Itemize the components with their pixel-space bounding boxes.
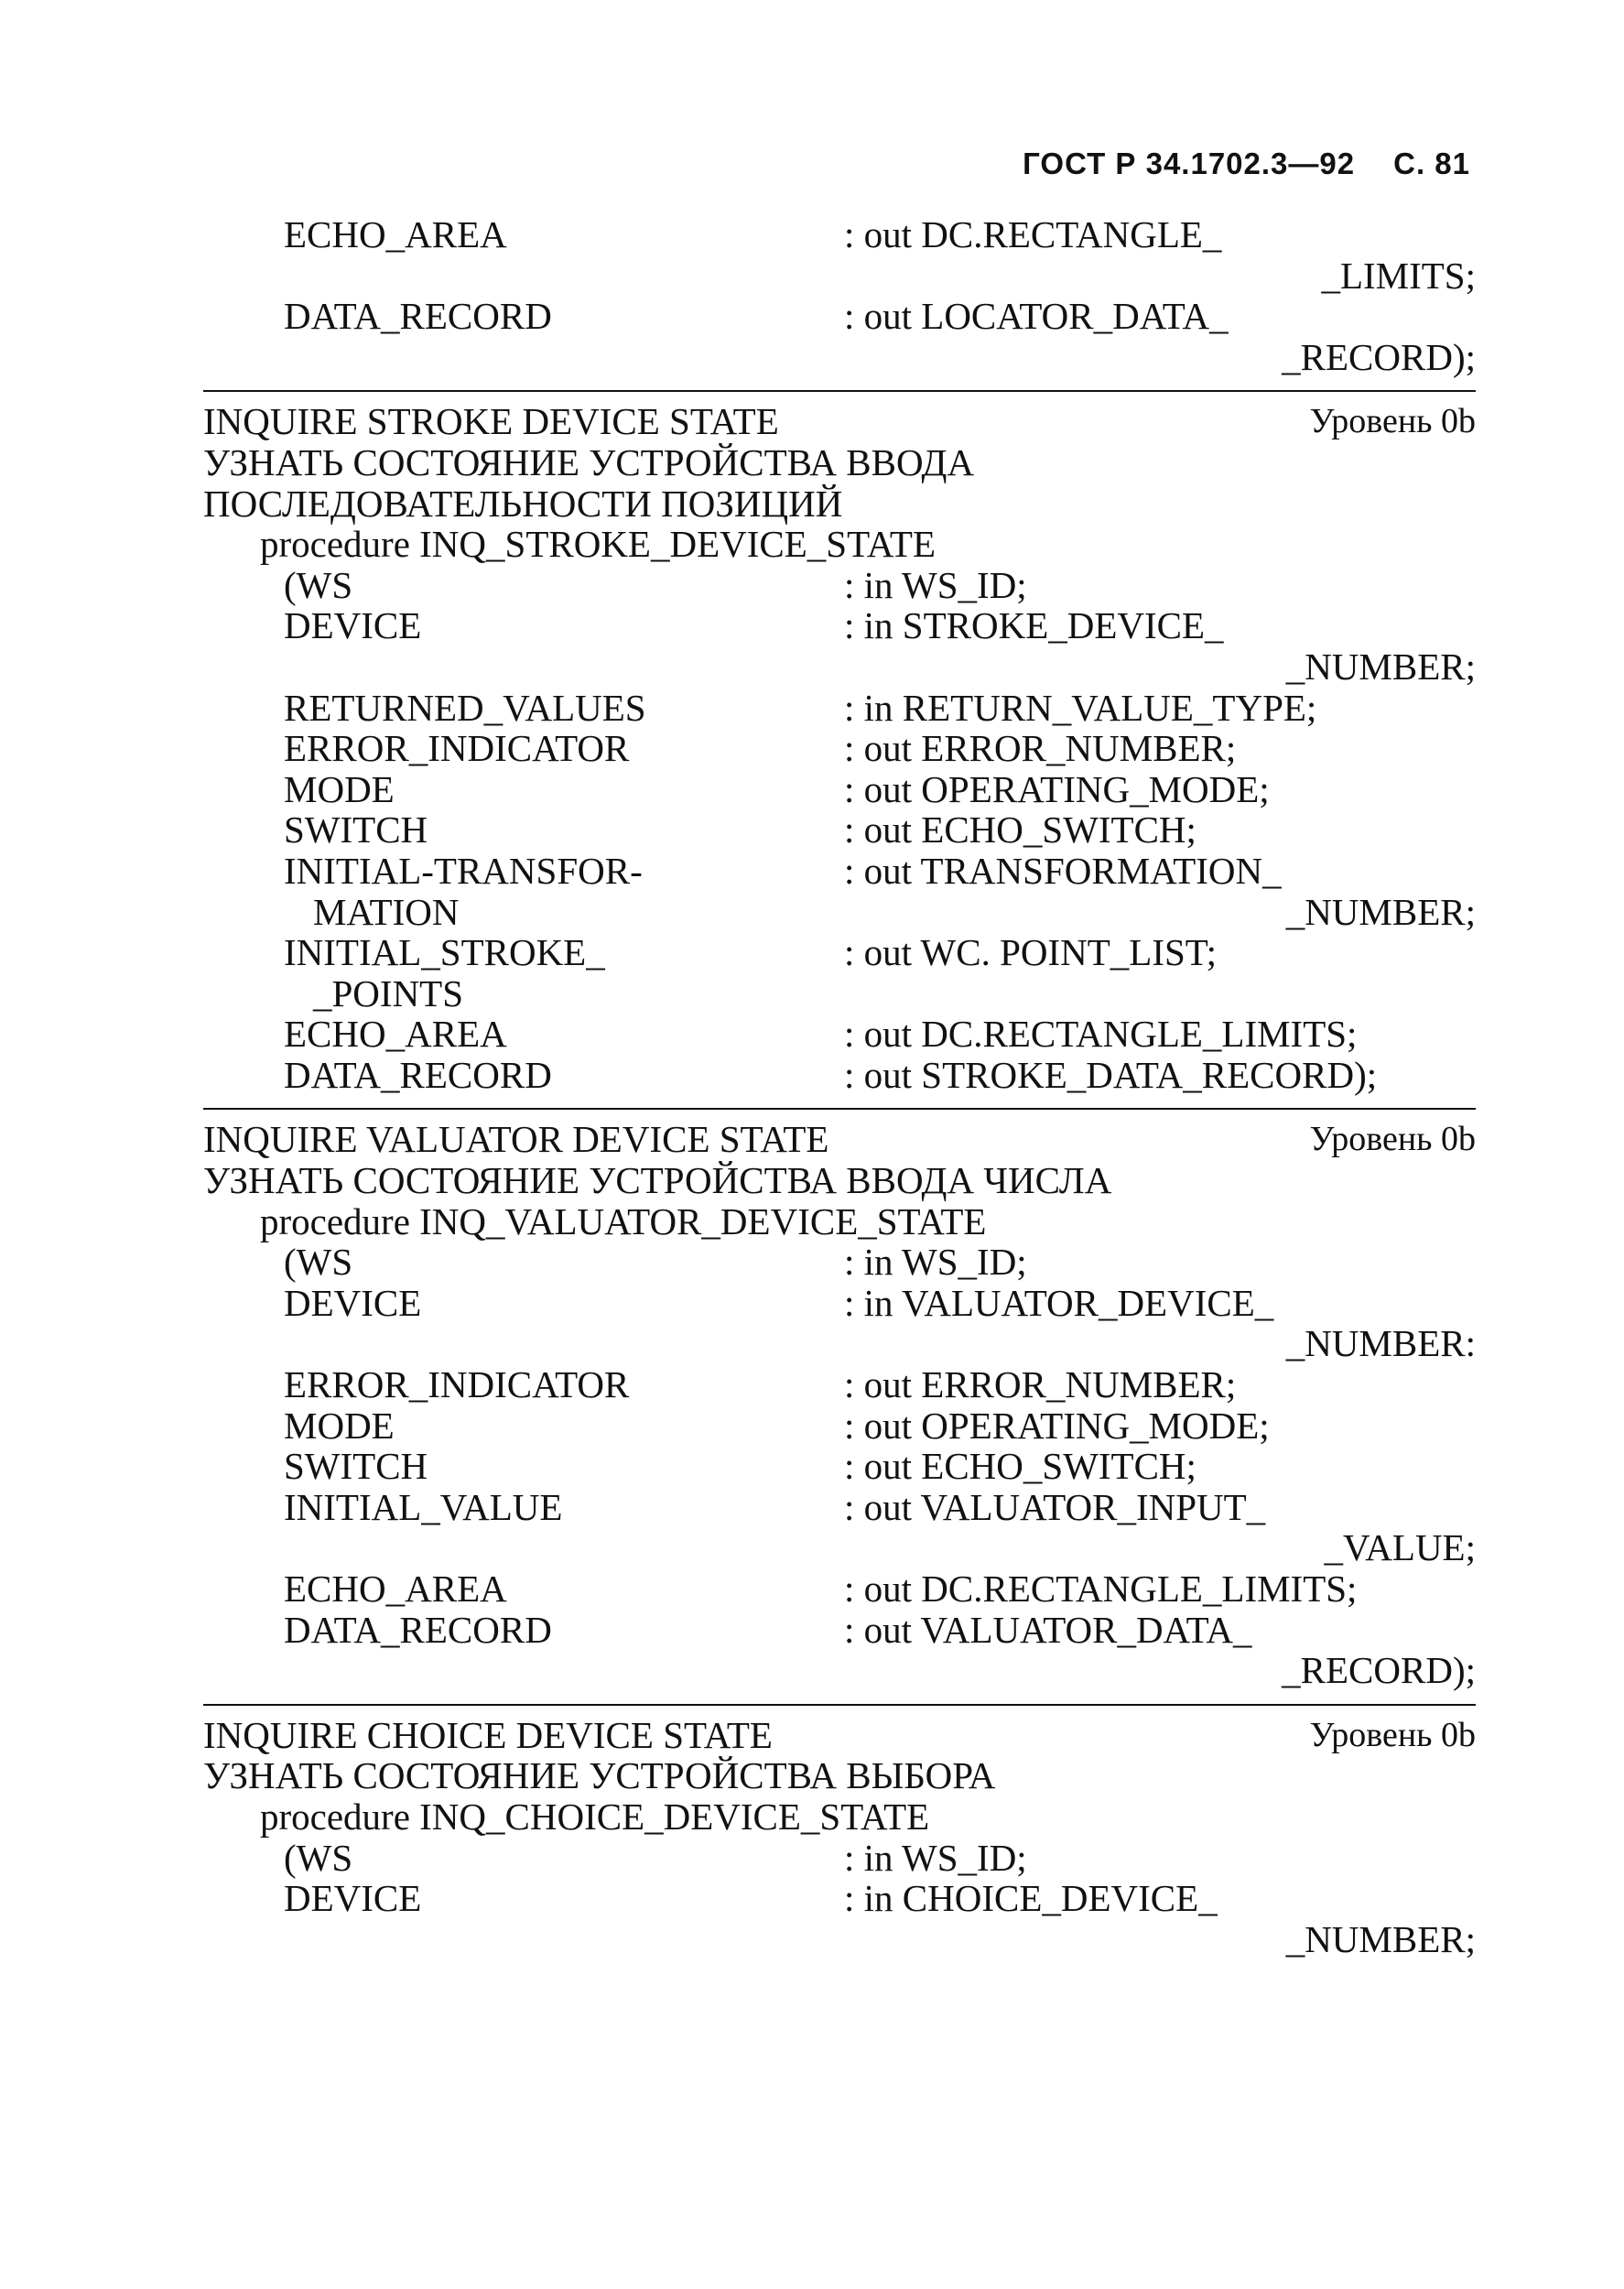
section-title-ru-row <box>203 1160 1476 1201</box>
param-name: (WS <box>284 1241 353 1284</box>
param-continuation-row <box>203 1919 1476 1960</box>
param-name: INITIAL-TRANSFOR- <box>284 849 643 892</box>
param-type: : out VALUATOR_DATA_ <box>844 1608 1252 1651</box>
param-continuation-row <box>203 646 1476 688</box>
param-row <box>203 809 1476 851</box>
param-row <box>203 688 1476 729</box>
param-continuation-row <box>203 892 1476 933</box>
param-row <box>203 769 1476 810</box>
param-type-continuation: _RECORD); <box>1282 1649 1476 1692</box>
valuator-device-state-section <box>203 1119 1476 1690</box>
section-title-ru: УЗНАТЬ СОСТОЯНИЕ УСТРОЙСТВА ВЫБОРА <box>203 1754 996 1797</box>
param-continuation-row <box>203 255 1476 297</box>
param-row <box>203 1610 1476 1651</box>
param-row <box>203 605 1476 646</box>
param-type: : out OPERATING_MODE; <box>844 767 1270 810</box>
param-continuation-row <box>203 337 1476 378</box>
param-type-continuation: _NUMBER; <box>1285 645 1476 688</box>
param-type: : out WC. POINT_LIST; <box>844 931 1217 974</box>
param-row <box>203 565 1476 606</box>
param-type-continuation: _NUMBER; <box>1285 890 1476 933</box>
param-name: (WS <box>284 1836 353 1879</box>
param-name: DATA_RECORD <box>284 1053 552 1096</box>
param-type: : out DC.RECTANGLE_LIMITS; <box>844 1013 1358 1056</box>
section-title-en: INQUIRE CHOICE DEVICE STATE <box>203 1713 773 1756</box>
section-title-ru-row <box>203 483 1476 525</box>
param-name: ECHO_AREA <box>284 213 507 255</box>
locator-state-tail <box>203 214 1476 377</box>
param-name: ERROR_INDICATOR <box>284 1363 630 1406</box>
param-row <box>203 1055 1476 1096</box>
param-type: : in CHOICE_DEVICE_ <box>844 1877 1218 1920</box>
param-continuation-row <box>203 973 1476 1014</box>
standard-number: ГОСТ Р 34.1702.3—92 <box>1023 146 1356 180</box>
param-row <box>203 1014 1476 1055</box>
param-type: : out ECHO_SWITCH; <box>844 808 1196 852</box>
param-type: : out TRANSFORMATION_ <box>844 849 1282 892</box>
param-type: : out VALUATOR_INPUT_ <box>844 1485 1266 1528</box>
param-name: SWITCH <box>284 808 428 852</box>
param-type-continuation: _NUMBER; <box>1285 1917 1476 1960</box>
section-title-ru: УЗНАТЬ СОСТОЯНИЕ УСТРОЙСТВА ВВОДА ЧИСЛА <box>203 1159 1112 1202</box>
param-row <box>203 1878 1476 1919</box>
param-name: DEVICE <box>284 604 422 647</box>
param-type: : out LOCATOR_DATA_ <box>844 295 1229 338</box>
param-type: : in VALUATOR_DEVICE_ <box>844 1281 1274 1324</box>
param-name: INITIAL_STROKE_ <box>284 931 605 974</box>
param-row <box>203 214 1476 255</box>
param-type: : in WS_ID; <box>844 1241 1027 1284</box>
param-type: : in RETURN_VALUE_TYPE; <box>844 686 1317 729</box>
procedure-signature: procedure INQ_VALUATOR_DEVICE_STATE <box>260 1199 987 1242</box>
param-row <box>203 1838 1476 1879</box>
procedure-signature: procedure INQ_STROKE_DEVICE_STATE <box>260 523 936 566</box>
param-row <box>203 932 1476 973</box>
param-name: DATA_RECORD <box>284 295 552 338</box>
param-row <box>203 728 1476 769</box>
param-type-continuation: _RECORD); <box>1282 335 1476 378</box>
param-type: : out OPERATING_MODE; <box>844 1404 1270 1447</box>
section-title-en: INQUIRE VALUATOR DEVICE STATE <box>203 1118 829 1161</box>
param-type: : in WS_ID; <box>844 1836 1027 1879</box>
page-number: С. 81 <box>1393 146 1470 180</box>
section-title-ru: ПОСЛЕДОВАТЕЛЬНОСТИ ПОЗИЦИЙ <box>203 482 843 525</box>
param-row <box>203 296 1476 337</box>
param-row <box>203 1242 1476 1283</box>
param-type: : out ERROR_NUMBER; <box>844 727 1237 770</box>
stroke-device-state-section <box>203 401 1476 1095</box>
param-type: : out DC.RECTANGLE_LIMITS; <box>844 1568 1358 1610</box>
level-label: Уровень 0b <box>1309 1715 1476 1754</box>
param-name: DEVICE <box>284 1877 422 1920</box>
param-name: DEVICE <box>284 1281 422 1324</box>
param-type: : out ECHO_SWITCH; <box>844 1445 1196 1488</box>
procedure-row <box>203 1201 1476 1242</box>
choice-device-state-section <box>203 1715 1476 1960</box>
page-header <box>1023 146 1470 181</box>
param-continuation-row <box>203 1527 1476 1568</box>
param-type-continuation: _LIMITS; <box>1321 254 1476 297</box>
param-name-continuation: MATION <box>313 890 460 933</box>
param-type-continuation: _NUMBER: <box>1285 1322 1476 1365</box>
param-row <box>203 1446 1476 1487</box>
section-divider <box>203 1108 1476 1110</box>
param-continuation-row <box>203 1650 1476 1691</box>
level-label: Уровень 0b <box>1309 1120 1476 1159</box>
param-type: : out ERROR_NUMBER; <box>844 1363 1237 1406</box>
section-title-row <box>203 401 1476 442</box>
param-type: : out STROKE_DATA_RECORD); <box>844 1053 1378 1096</box>
procedure-row <box>203 524 1476 565</box>
section-title-row <box>203 1119 1476 1160</box>
procedure-row <box>203 1796 1476 1838</box>
param-row <box>203 1283 1476 1324</box>
document-body <box>203 214 1476 1959</box>
section-divider <box>203 390 1476 392</box>
param-name: MODE <box>284 1404 395 1447</box>
param-row <box>203 851 1476 892</box>
param-type-continuation: _VALUE; <box>1324 1526 1476 1569</box>
param-name: RETURNED_VALUES <box>284 686 646 729</box>
param-name: ECHO_AREA <box>284 1568 507 1610</box>
param-type: : in WS_ID; <box>844 563 1027 606</box>
param-row <box>203 1487 1476 1528</box>
param-continuation-row <box>203 1323 1476 1364</box>
param-row <box>203 1405 1476 1447</box>
param-row <box>203 1568 1476 1610</box>
section-title-ru-row <box>203 442 1476 483</box>
section-title-ru: УЗНАТЬ СОСТОЯНИЕ УСТРОЙСТВА ВВОДА <box>203 440 975 483</box>
section-divider <box>203 1704 1476 1706</box>
param-type: : in STROKE_DEVICE_ <box>844 604 1224 647</box>
param-name: ECHO_AREA <box>284 1013 507 1056</box>
param-name: SWITCH <box>284 1445 428 1488</box>
section-title-en: INQUIRE STROKE DEVICE STATE <box>203 400 779 443</box>
param-row <box>203 1364 1476 1405</box>
param-name: (WS <box>284 563 353 606</box>
param-name-continuation: _POINTS <box>313 971 464 1014</box>
param-name: DATA_RECORD <box>284 1608 552 1651</box>
section-title-ru-row <box>203 1755 1476 1796</box>
procedure-signature: procedure INQ_CHOICE_DEVICE_STATE <box>260 1795 930 1838</box>
section-title-row <box>203 1715 1476 1756</box>
param-name: ERROR_INDICATOR <box>284 727 630 770</box>
param-type: : out DC.RECTANGLE_ <box>844 213 1222 255</box>
param-name: MODE <box>284 767 395 810</box>
param-name: INITIAL_VALUE <box>284 1485 563 1528</box>
level-label: Уровень 0b <box>1309 402 1476 441</box>
